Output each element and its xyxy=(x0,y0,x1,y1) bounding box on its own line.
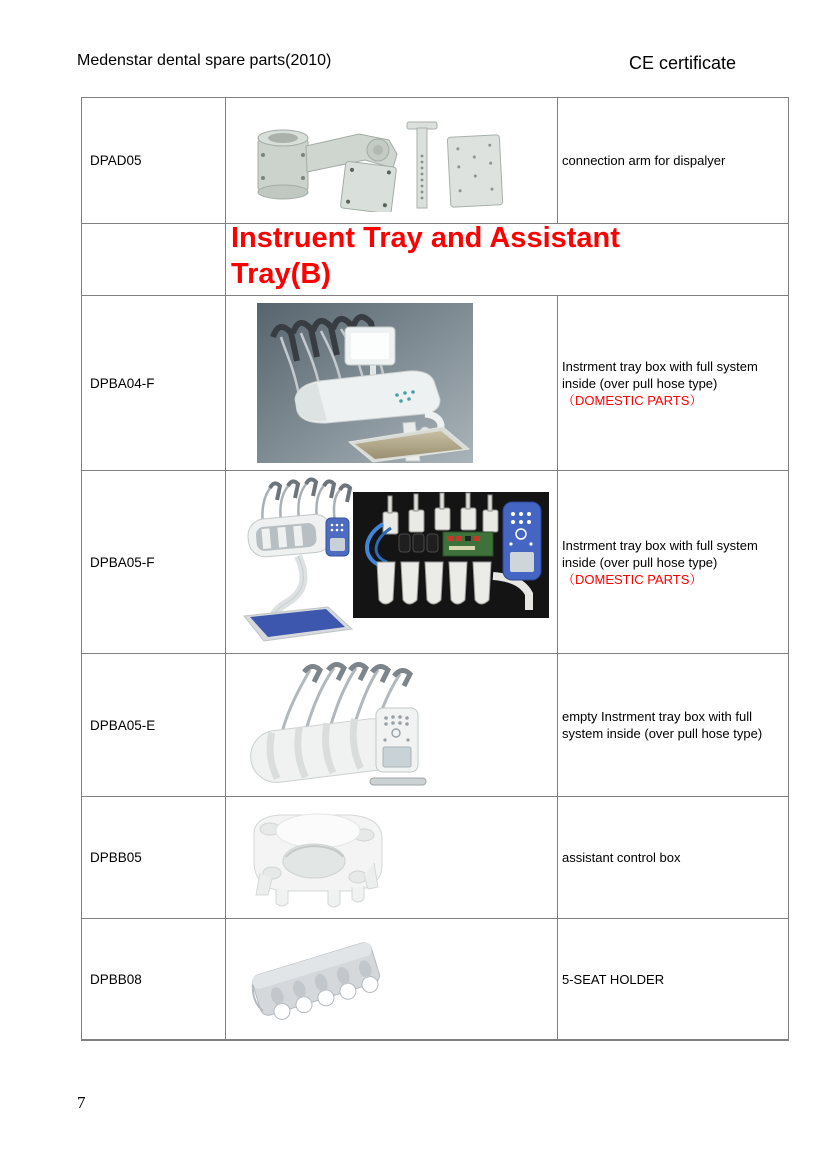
table-row xyxy=(82,296,788,471)
table-row xyxy=(82,471,788,654)
product-image-cell xyxy=(226,296,558,470)
part-code: DPBA04-F xyxy=(90,375,155,391)
product-image-cell xyxy=(226,471,558,653)
description-cell xyxy=(558,471,788,653)
description-cell xyxy=(558,797,788,918)
description-cell xyxy=(558,98,788,223)
part-description: 5-SEAT HOLDER xyxy=(562,971,665,987)
part-code-cell xyxy=(82,919,226,1039)
part-code: DPBB05 xyxy=(90,850,142,865)
description-cell xyxy=(558,919,788,1039)
part-description: assistant control box xyxy=(562,850,681,865)
part-code-cell xyxy=(82,654,226,796)
table-row xyxy=(82,797,788,919)
table-row xyxy=(82,654,788,797)
ce-certificate-label: CE certificate xyxy=(629,53,737,73)
section-heading xyxy=(231,220,761,292)
part-code-cell xyxy=(82,98,226,223)
section-heading-row xyxy=(82,224,788,296)
description-cell xyxy=(558,296,788,470)
section-heading-line1: Instruent Tray and Assistant xyxy=(231,222,620,254)
part-code: DPBA05-F xyxy=(90,554,155,570)
product-image-cell xyxy=(226,654,558,796)
section-heading-cell xyxy=(226,224,788,295)
part-description: connection arm for dispalyer xyxy=(562,153,726,168)
section-heading-line2: Tray(B) xyxy=(231,258,331,290)
part-code: DPAD05 xyxy=(90,153,142,168)
product-image-cell xyxy=(226,98,558,223)
document-title: Medenstar dental spare parts(2010) xyxy=(77,52,332,69)
part-code-cell xyxy=(82,471,226,653)
table-row xyxy=(82,98,788,224)
page-number: 7 xyxy=(77,1093,86,1112)
product-image-cell xyxy=(226,919,558,1039)
instrument-tray-internals-photo xyxy=(353,492,549,618)
instrument-tray-stand-photo xyxy=(242,474,355,650)
part-description: Instrment tray box with full system inside (over pull hose type) xyxy=(562,537,758,570)
empty-instrument-tray-box-photo xyxy=(244,660,430,790)
part-description: empty Instrment tray box with full system inside (over pull hose type) xyxy=(562,709,763,741)
part-description: Instrment tray box with full system inside (over pull hose type) xyxy=(562,358,758,391)
parts-table xyxy=(81,97,789,1041)
empty-cell xyxy=(82,224,226,295)
table-row xyxy=(82,919,788,1039)
connection-arm-parts-photo xyxy=(247,110,505,212)
instrument-tray-chair-unit-photo xyxy=(257,303,473,463)
part-code: DPBB08 xyxy=(90,971,142,987)
product-image-cell xyxy=(226,797,558,918)
assistant-control-box-photo xyxy=(232,803,398,913)
domestic-parts-note: （DOMESTIC PARTS） xyxy=(562,392,703,408)
domestic-parts-note: （DOMESTIC PARTS） xyxy=(562,571,703,587)
five-seat-holder-photo xyxy=(240,932,392,1026)
part-code: DPBA05-E xyxy=(90,717,156,733)
photo-pair xyxy=(242,474,549,650)
description-cell xyxy=(558,654,788,796)
part-code-cell xyxy=(82,797,226,918)
part-code-cell xyxy=(82,296,226,470)
